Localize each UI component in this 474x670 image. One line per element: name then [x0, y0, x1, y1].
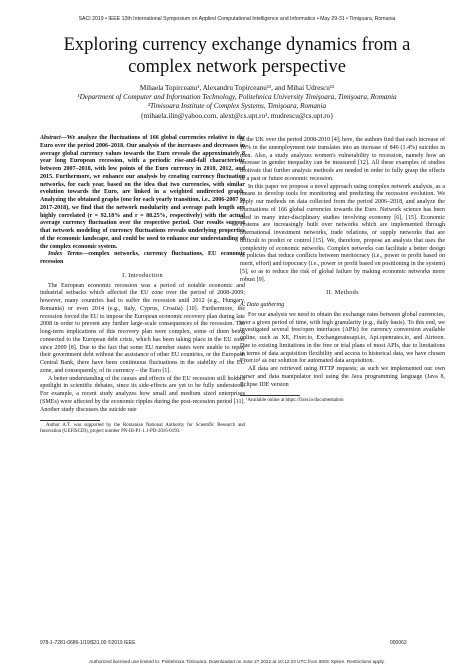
- intro-paragraph-2: A better understanding of the causes and effects of the EU recession still holds a spotlight in scientific debates, since its side-effects are yet to be fully understood. For example, a recent study analyzes how small and medium sized enterprises (SMEs) were affected by the economic ripples during the post-recession period [11]. Another study discusses the suicide rate: [40, 375, 245, 413]
- right-column: [240, 137, 445, 404]
- index-terms-text: —complex networks, currency fluctuations, EU economic recession: [40, 251, 246, 265]
- abstract-label: Abstract: [40, 135, 61, 141]
- affiliation-2: ²Timisoara Institute of Complex Systems, Timişoara, Romania: [147, 102, 327, 111]
- author-emails: {mihaela.ilin@yahoo.com, alext@cs.upt.ro¹, mudrescu@cs.upt.ro}: [140, 111, 334, 120]
- index-terms-label: Index Terms: [48, 251, 83, 258]
- section-heading-methods: II. Methods: [326, 289, 359, 297]
- intro-paragraph-1: The European economic recession was a period of notable economic and industrial setbacks which affected the EU zone over the period of 2008-2009; however, many countries had to suffer the recession until 2012 (e.g., Hungary, Romania) or even 2014 (e.g., Italy, Cyprus, Croatia) [10]. Furthermore, the recession forced the EU to impose the European economic recovery plan during late 2008 in order to prevent any further large-scale consequences of the recession. The long-term implications of this recovery plan were complex, some of them being connected to the European debt crisis, which has been taking place in the EU zone since 2009 [8]. Due to the fact that some EU member states were unable to repay their government debt without the assistance of other EU countries, or the European Central Bank, there have been continuous fluctuations in the stability of the EU zone, and consequently, of its currency – the Euro [1].: [40, 282, 245, 374]
- page-number: 000063: [390, 640, 407, 646]
- subsection-heading-data-gathering: A. Data gathering: [240, 302, 285, 308]
- affiliation-1: ¹Department of Computer and Information Technology, Politehnica University Timişoara, Timişoara, Romania: [77, 93, 397, 102]
- methods-paragraph-2: All data are retrieved using HTTP requests; as such we implemented our own parser and data manipulator tool using the Java programming language (Java 8, Eclipse IDE version: [240, 366, 445, 388]
- abstract: [40, 135, 245, 251]
- isbn-footer: 978-1-7281-0686-1/19/$31.00 ©2019 IEEE: [40, 640, 136, 646]
- index-terms: [40, 251, 245, 267]
- conference-header: SACI 2019 • IEEE 13th International Symposium on Applied Computational Intelligence and Informatics • May 29-31 • Timişoara, Romania: [78, 16, 396, 22]
- author-block: [40, 84, 434, 121]
- footnote-rule: [240, 395, 300, 396]
- paper-title: Exploring currency exchange dynamics from a complex network perspective: [63, 35, 411, 77]
- left-column: [40, 135, 245, 435]
- authorized-use-notice: Authorized licensed use limited to: Politehnica Timisoara. Downloaded on June 27,2022 at 10:12:23 UTC from IEEE Xplore. Restrictions apply.: [89, 659, 385, 664]
- section-heading-introduction: I. Introduction: [122, 271, 163, 279]
- fixer-footnote: ¹Available online at https://fixer.io/documentation: [246, 398, 344, 404]
- intro-paragraph-4: In this paper we propose a novel approach using complex network analysis, as a means to develop tools for monitoring and predicting the recession evolution. We apply our methods on data collected from the period 2006–2018, and analyze the fluctuations of 166 global currencies towards the Euro. Network science has been used in many inter-disciplinary studies involving economy [6], [15]. Economic systems are increasingly built over networks which are implemented through international investment networks, trade relations, or supply networks that are difficult to predict or control [15]. We, therefore, propose an analysis that uses the complexity of economic networks. Complex networks can facilitate a better design of policies that reduce conflicts between meritocracy (i.e., power or profit based on merit, effort) and topocracy (i.e., power or profit based on positioning in the system) [5], so as to reduce the risk of global failure by making economic networks more robust [9].: [240, 183, 445, 283]
- intro-paragraph-3: in the UK over the period 2008-2010 [4]; here, the authors find that each increase of 10% in the unemployment rate translates into an increase of 846 (1.4%) suicides in men. Also, a study analyzes women's vulnerability to recession, namely how an increase in gender inequality can be measured [12]. All these examples of studies motivate that further analysis methods are needed in order to fully grasp the effects of a past or future economic recession.: [240, 137, 445, 182]
- abstract-text: —We analyze the fluctuations of 166 global currencies relative to the Euro over the period 2006–2018. Our analysis of the increases and decreases in average global currency values towards the Euro reveals the approximately 8 year long European recession, with a periodic rise-and-fall characteristic between 2007–2018, with low points of the Euro currency in 2010, 2012, and 2015. Furthermore, we enhance our analysis by creating currency fluctuation networks, for each year, based on the idea that two currencies, with similar evolution towards the Euro, are linked in a weighted undirected graph. Analyzing the obtained graphs (one for each yearly transition, i.e., 2006-2007 to 2017-2018), we find that the network modularity and average path length are highly correlated (r = 92.18% and r = 88.25%, respectively) with the actual average currency fluctuation over the respective period. Our results suggest that network modeling of currency fluctuations reveals underlying properties of the economic landscape, and could be used to enhance our understanding of the complex economic system.: [40, 135, 245, 250]
- author-names: Mihaela Topirceanu¹, Alexandru Topirceanu¹², and Mihai Udrescu¹²: [139, 84, 335, 92]
- footnote-rule: [40, 420, 100, 421]
- funding-footnote: Author A.T. was supported by the Romanian National Authority for Scientific Research and Innovation (UEFISCDI), project number PN-III-P1-1.1-PD-2016-0193.: [40, 423, 245, 435]
- methods-paragraph-1: For our analysis we need to obtain the exchange rates between global currencies, over a given period of time, with high granularity (e.g., daily basis). To this end, we investigated several free/open interfaces (APIs) for currency conversion available online, such as XE, Fixer.io, Exchangeratesapi.io, Api.openrates.io, and Airtoon. Due to existing limitations in the free or trial plans of most APIs, due to limitations in terms of data acquisition flexibility and access to historical data, we have chosen Fixer.io¹ as our solution for automated data acquisition.: [240, 311, 445, 365]
